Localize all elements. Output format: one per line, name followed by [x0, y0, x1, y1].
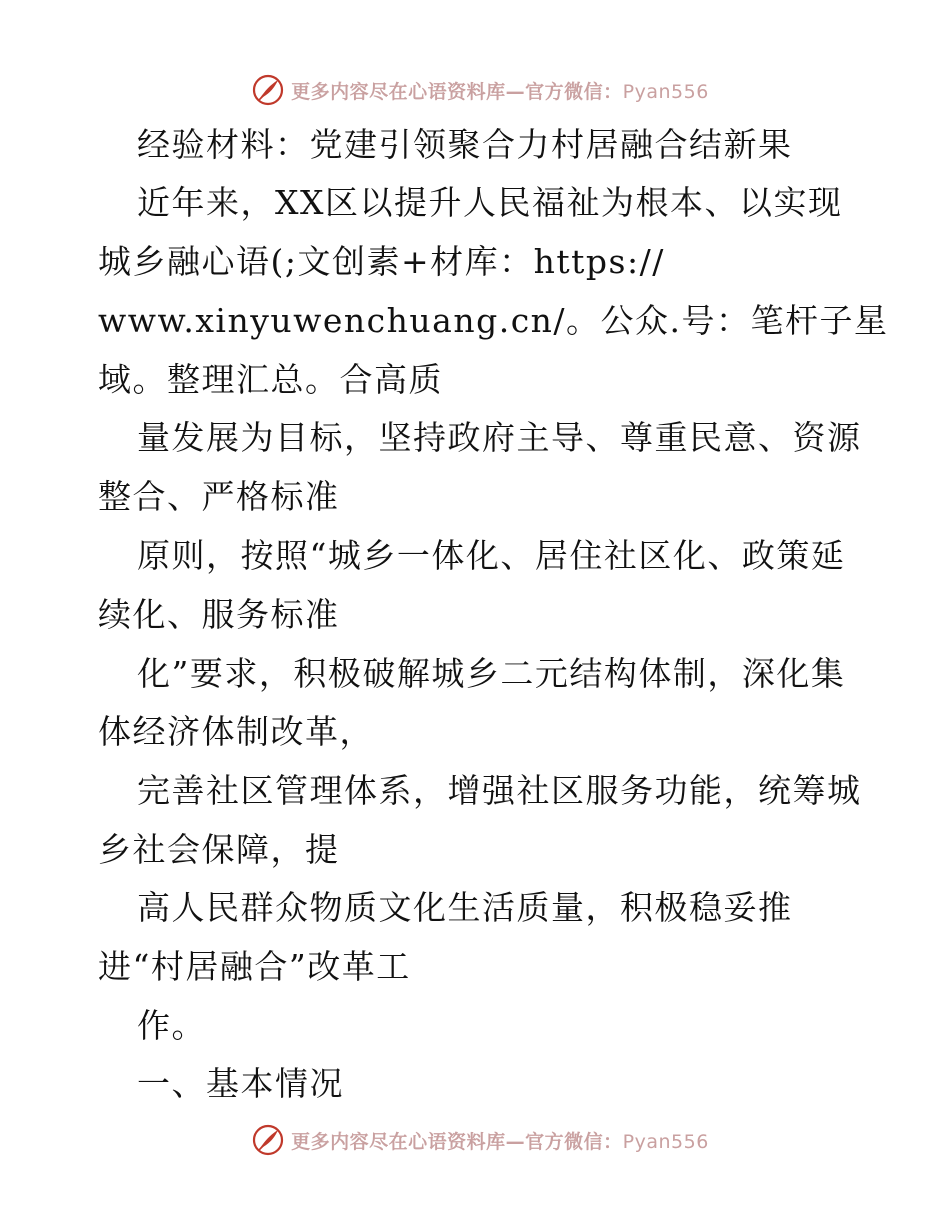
paragraph-line: 近年来，XX区以提升人民福祉为根本、以实现 [137, 183, 843, 222]
paragraph-line: 城乡融心语(;文创素+材库：https:// [98, 242, 665, 281]
header-wechat-id: Pyan556 [622, 80, 709, 103]
paragraph-line: 作。 [137, 1006, 206, 1045]
paragraph-line: www.xinyuwenchuang.cn/。公众.号：笔杆子星 [98, 301, 889, 340]
paragraph-line: 续化、服务标准 [98, 595, 340, 634]
footer-wechat-id: Pyan556 [622, 1130, 709, 1153]
paragraph-line: 化”要求，积极破解城乡二元结构体制，深化集 [137, 654, 846, 693]
paragraph-line: 域。整理汇总。合高质 [98, 360, 443, 399]
paragraph-line: 完善社区管理体系，增强社区服务功能，统筹城 [137, 771, 862, 810]
paragraph-line: 高人民群众物质文化生活质量，积极稳妥推 [137, 888, 793, 927]
paragraph-line: 进“村居融合”改革工 [98, 947, 411, 986]
paragraph-line: 量发展为目标，坚持政府主导、尊重民意、资源 [137, 418, 862, 457]
paragraph-line: 乡社会保障，提 [98, 830, 340, 869]
feather-pen-logo-icon [251, 1123, 285, 1157]
document-title: 经验材料：党建引领聚合力村居融合结新果 [137, 125, 793, 164]
footer-watermark-text [291, 1127, 709, 1154]
paragraph-line: 原则，按照“城乡一体化、居住社区化、政策延 [137, 536, 846, 575]
header-watermark-label: 更多内容尽在心语资料库—官方微信： [291, 80, 623, 103]
paragraph-line: 整合、严格标准 [98, 477, 340, 516]
footer-watermark-label: 更多内容尽在心语资料库—官方微信： [291, 1130, 623, 1153]
footer-watermark-banner [0, 1120, 950, 1160]
paragraph-line: 体经济体制改革， [98, 712, 374, 751]
section-heading: 一、基本情况 [137, 1064, 344, 1103]
footer-watermark-inner [251, 1123, 709, 1157]
